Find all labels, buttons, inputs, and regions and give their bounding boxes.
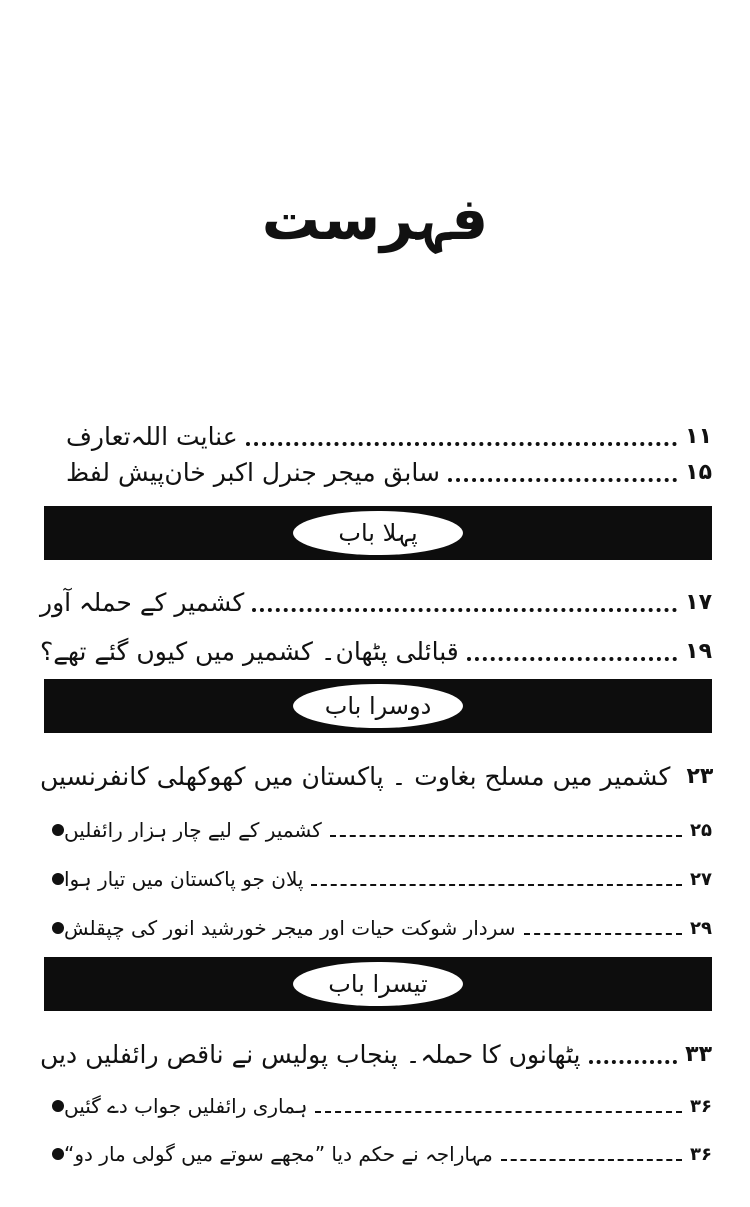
page-title: فہرست <box>261 185 489 253</box>
entry-author: سابق میجر جنرل اکبر خان <box>164 457 440 487</box>
entry-page-number: ۱۱ <box>685 423 712 449</box>
subentry-title: مہاراجہ نے حکم دیا ”مجھے سوتے میں گولی مار دو“ <box>64 1142 493 1166</box>
entry-label: تعارف <box>66 421 131 451</box>
chapter-heading: دوسرا باب <box>293 684 463 728</box>
dash-leader <box>311 882 682 886</box>
chapter-2-banner <box>44 679 712 733</box>
dash-leader <box>315 1109 682 1113</box>
subentry-title: پلان جو پاکستان میں تیار ہوا <box>64 867 304 891</box>
entry-label: پیش لفظ <box>66 457 165 487</box>
subentry-title: ہماری رائفلیں جواب دے گئیں <box>64 1094 308 1118</box>
bullet-icon <box>52 824 64 836</box>
toc-subentry <box>40 904 712 952</box>
entry-page-number: ۱۹ <box>685 638 712 664</box>
toc-entry <box>40 752 712 800</box>
toc-entry-foreword <box>40 448 712 496</box>
toc-subentry <box>40 1082 712 1130</box>
subentry-page-number: ۲۹ <box>690 917 712 939</box>
subentry-page-number: ۳۶ <box>690 1143 712 1165</box>
dot-leader <box>589 1058 678 1064</box>
chapter-heading: پہلا باب <box>293 511 463 555</box>
toc-subentry <box>40 806 712 854</box>
bullet-icon <box>52 873 64 885</box>
subentry-title: سردار شوکت حیات اور میجر خورشید انور کی چپقلش <box>64 916 516 940</box>
subentry-page-number: ۲۷ <box>690 868 712 890</box>
toc-entry <box>40 627 712 675</box>
entry-title: پٹھانوں کا حملہ۔ پنجاب پولیس نے ناقص رائفلیں دیں <box>40 1039 581 1069</box>
entry-author: عنایت اللہ <box>130 421 238 451</box>
chapter-3-banner <box>44 957 712 1011</box>
toc-subentry <box>40 855 712 903</box>
bullet-icon <box>52 1100 64 1112</box>
dash-leader <box>524 931 683 935</box>
subentry-title: کشمیر کے لیے چار ہزار رائفلیں <box>64 818 322 842</box>
toc-entry <box>40 1030 712 1078</box>
entry-title: قبائلی پٹھان۔ کشمیر میں کیوں گئے تھے؟ <box>40 636 459 666</box>
subentry-page-number: ۳۶ <box>690 1095 712 1117</box>
dash-leader <box>501 1157 682 1161</box>
chapter-1-banner <box>44 506 712 560</box>
subentry-page-number: ۲۵ <box>690 819 712 841</box>
dot-leader <box>467 655 677 661</box>
entry-page-number: ۱۵ <box>685 459 712 485</box>
entry-title: کشمیر میں مسلح بغاوت ۔ پاکستان میں کھوکھلی کانفرنسیں <box>40 761 671 791</box>
dash-leader <box>330 833 682 837</box>
toc-subentry <box>40 1130 712 1178</box>
dot-leader <box>252 606 677 612</box>
entry-title: کشمیر کے حملہ آور <box>40 587 245 617</box>
chapter-heading: تیسرا باب <box>293 962 463 1006</box>
entry-page-number: ۱۷ <box>685 589 712 615</box>
dot-leader <box>448 476 677 482</box>
bullet-icon <box>52 922 64 934</box>
entry-page-number: ۲۳ <box>686 763 714 789</box>
toc-entry <box>40 578 712 626</box>
entry-page-number: ۳۳ <box>685 1041 712 1067</box>
dot-leader <box>246 440 677 446</box>
bullet-icon <box>52 1148 64 1160</box>
